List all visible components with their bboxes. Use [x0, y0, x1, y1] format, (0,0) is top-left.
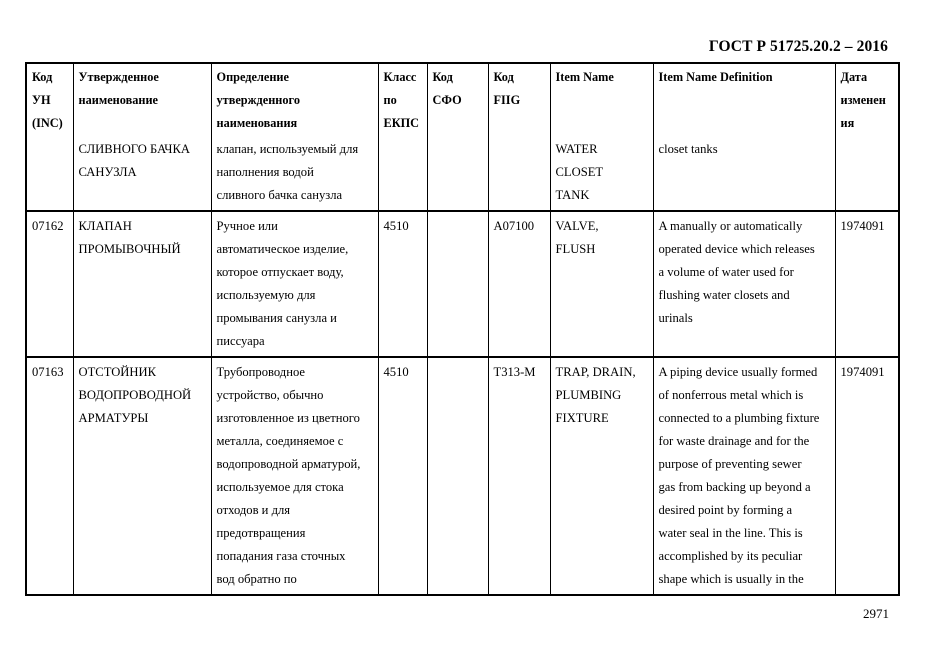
table-header-row: [26, 63, 899, 138]
cell-text-line: Дата: [840, 70, 868, 84]
cell-text-line: water seal in the line. This is: [658, 526, 803, 540]
header-class-ekps: [378, 63, 427, 138]
cell-text-line: по: [383, 93, 397, 107]
cell-text-line: TANK: [555, 188, 590, 202]
cell-definition-ru: [211, 211, 378, 357]
cell-text-line: СЛИВНОГО БАЧКА: [78, 142, 190, 156]
cell-text-line: Ручное или: [216, 219, 278, 233]
cell-text-line: operated device which releases: [658, 242, 815, 256]
cell-text-line: accomplished by its peculiar: [658, 549, 803, 563]
cell-item-name: [550, 138, 653, 211]
cell-text-line: desired point by forming a: [658, 503, 793, 517]
cell-text-line: ЕКПС: [383, 116, 420, 130]
header-item-name-definition: [653, 63, 835, 138]
table-row: [26, 138, 899, 211]
cell-text-line: Класс: [383, 70, 417, 84]
cell-item-name: [550, 357, 653, 595]
cell-text-line: САНУЗЛА: [78, 165, 137, 179]
cell-text-line: изготовленное из цветного: [216, 411, 360, 425]
cell-text-line: FIIG: [493, 93, 521, 107]
document-standard-code: ГОСТ Р 51725.20.2 – 2016: [708, 38, 888, 55]
header-definition-ru: [211, 63, 378, 138]
header-code-sfo: [427, 63, 488, 138]
cell-text-line: предотвращения: [216, 526, 306, 540]
header-date-changed: [835, 63, 899, 138]
header-code-fiig: [488, 63, 550, 138]
cell-text-line: промывания санузла и: [216, 311, 337, 325]
cell-text-line: Item Name Definition: [658, 70, 773, 84]
cell-text-line: устройство, обычно: [216, 388, 324, 402]
cell-text-line: клапан, используемый для: [216, 142, 359, 156]
cell-text-line: АРМАТУРЫ: [78, 411, 149, 425]
cell-text-line: вод обратно по: [216, 572, 297, 586]
header-code-inc: [26, 63, 73, 138]
cell-code-sfo: [427, 211, 488, 357]
cell-item-name: [550, 211, 653, 357]
cell-text-line: СФО: [432, 93, 462, 107]
cell-text-line: PLUMBING: [555, 388, 622, 402]
cell-date-changed: [835, 138, 899, 211]
cell-text-line: наполнения водой: [216, 165, 314, 179]
cell-text-line: автоматическое изделие,: [216, 242, 349, 256]
header-approved-name: [73, 63, 211, 138]
cell-text-line: connected to a plumbing fixture: [658, 411, 820, 425]
cell-text-line: FIXTURE: [555, 411, 609, 425]
cell-text-line: A manually or automatically: [658, 219, 803, 233]
cell-code-sfo: [427, 138, 488, 211]
cell-text-line: используемую для: [216, 288, 316, 302]
table-row: [26, 357, 899, 595]
cell-text-line: for waste drainage and for the: [658, 434, 810, 448]
cell-definition-ru: [211, 357, 378, 595]
cell-text-line: A piping device usually formed: [658, 365, 818, 379]
table-row: [26, 211, 899, 357]
cell-definition-ru: [211, 138, 378, 211]
cell-text-line: ВОДОПРОВОДНОЙ: [78, 388, 192, 402]
cell-text-line: сливного бачка санузла: [216, 188, 343, 202]
cell-code-fiig: T313-M: [488, 357, 550, 595]
cell-text-line: Утвержденное: [78, 70, 159, 84]
cell-text-line: VALVE,: [555, 219, 599, 233]
cell-text-line: используемое для стока: [216, 480, 344, 494]
cell-text-line: of nonferrous metal which is: [658, 388, 804, 402]
cell-text-line: Определение: [216, 70, 289, 84]
cell-class-ekps: [378, 138, 427, 211]
cell-text-line: Трубопроводное: [216, 365, 305, 379]
cell-text-line: CLOSET: [555, 165, 604, 179]
cell-text-line: FLUSH: [555, 242, 596, 256]
cell-code-inc: [26, 138, 73, 211]
cell-code-fiig: A07100: [488, 211, 550, 357]
cell-text-line: наименования: [216, 116, 298, 130]
cell-text-line: WATER: [555, 142, 598, 156]
cell-text-line: Код: [493, 70, 514, 84]
cell-text-line: ОТСТОЙНИК: [78, 365, 156, 379]
cell-text-line: которое отпускает воду,: [216, 265, 344, 279]
cell-text-line: попадания газа сточных: [216, 549, 346, 563]
cell-text-line: писсуара: [216, 334, 265, 348]
cell-text-line: urinals: [658, 311, 693, 325]
cell-code-fiig: [488, 138, 550, 211]
cell-code-inc: 07162: [26, 211, 73, 357]
cell-item-name-definition: [653, 357, 835, 595]
cell-item-name-definition: [653, 138, 835, 211]
cell-text-line: металла, соединяемое с: [216, 434, 344, 448]
cell-item-name-definition: [653, 211, 835, 357]
cell-date-changed: 1974091: [835, 211, 899, 357]
cell-text-line: изменен: [840, 93, 886, 107]
cell-approved-name: [73, 357, 211, 595]
cell-date-changed: 1974091: [835, 357, 899, 595]
cell-text-line: УН: [32, 93, 51, 107]
cell-text-line: shape which is usually in the: [658, 572, 804, 586]
cell-text-line: водопроводной арматурой,: [216, 457, 361, 471]
cell-approved-name: [73, 211, 211, 357]
cell-text-line: Код: [432, 70, 453, 84]
cell-code-inc: 07163: [26, 357, 73, 595]
cell-text-line: отходов и для: [216, 503, 291, 517]
cell-code-sfo: [427, 357, 488, 595]
cell-approved-name: [73, 138, 211, 211]
cell-text-line: ПРОМЫВОЧНЫЙ: [78, 242, 181, 256]
cell-text-line: Item Name: [555, 70, 614, 84]
cell-class-ekps: 4510: [378, 357, 427, 595]
cell-class-ekps: 4510: [378, 211, 427, 357]
cell-text-line: flushing water closets and: [658, 288, 790, 302]
cell-text-line: a volume of water used for: [658, 265, 794, 279]
cell-text-line: (INC): [32, 116, 63, 130]
cell-text-line: Код: [32, 70, 53, 84]
cell-text-line: ия: [840, 116, 855, 130]
header-item-name: [550, 63, 653, 138]
cell-text-line: утвержденного: [216, 93, 300, 107]
cell-text-line: closet tanks: [658, 142, 718, 156]
page-number: 2971: [863, 606, 889, 621]
cell-text-line: КЛАПАН: [78, 219, 132, 233]
cell-text-line: наименование: [78, 93, 158, 107]
cell-text-line: gas from backing up beyond a: [658, 480, 811, 494]
catalog-table: [25, 62, 900, 596]
cell-text-line: purpose of preventing sewer: [658, 457, 802, 471]
cell-text-line: TRAP, DRAIN,: [555, 365, 636, 379]
